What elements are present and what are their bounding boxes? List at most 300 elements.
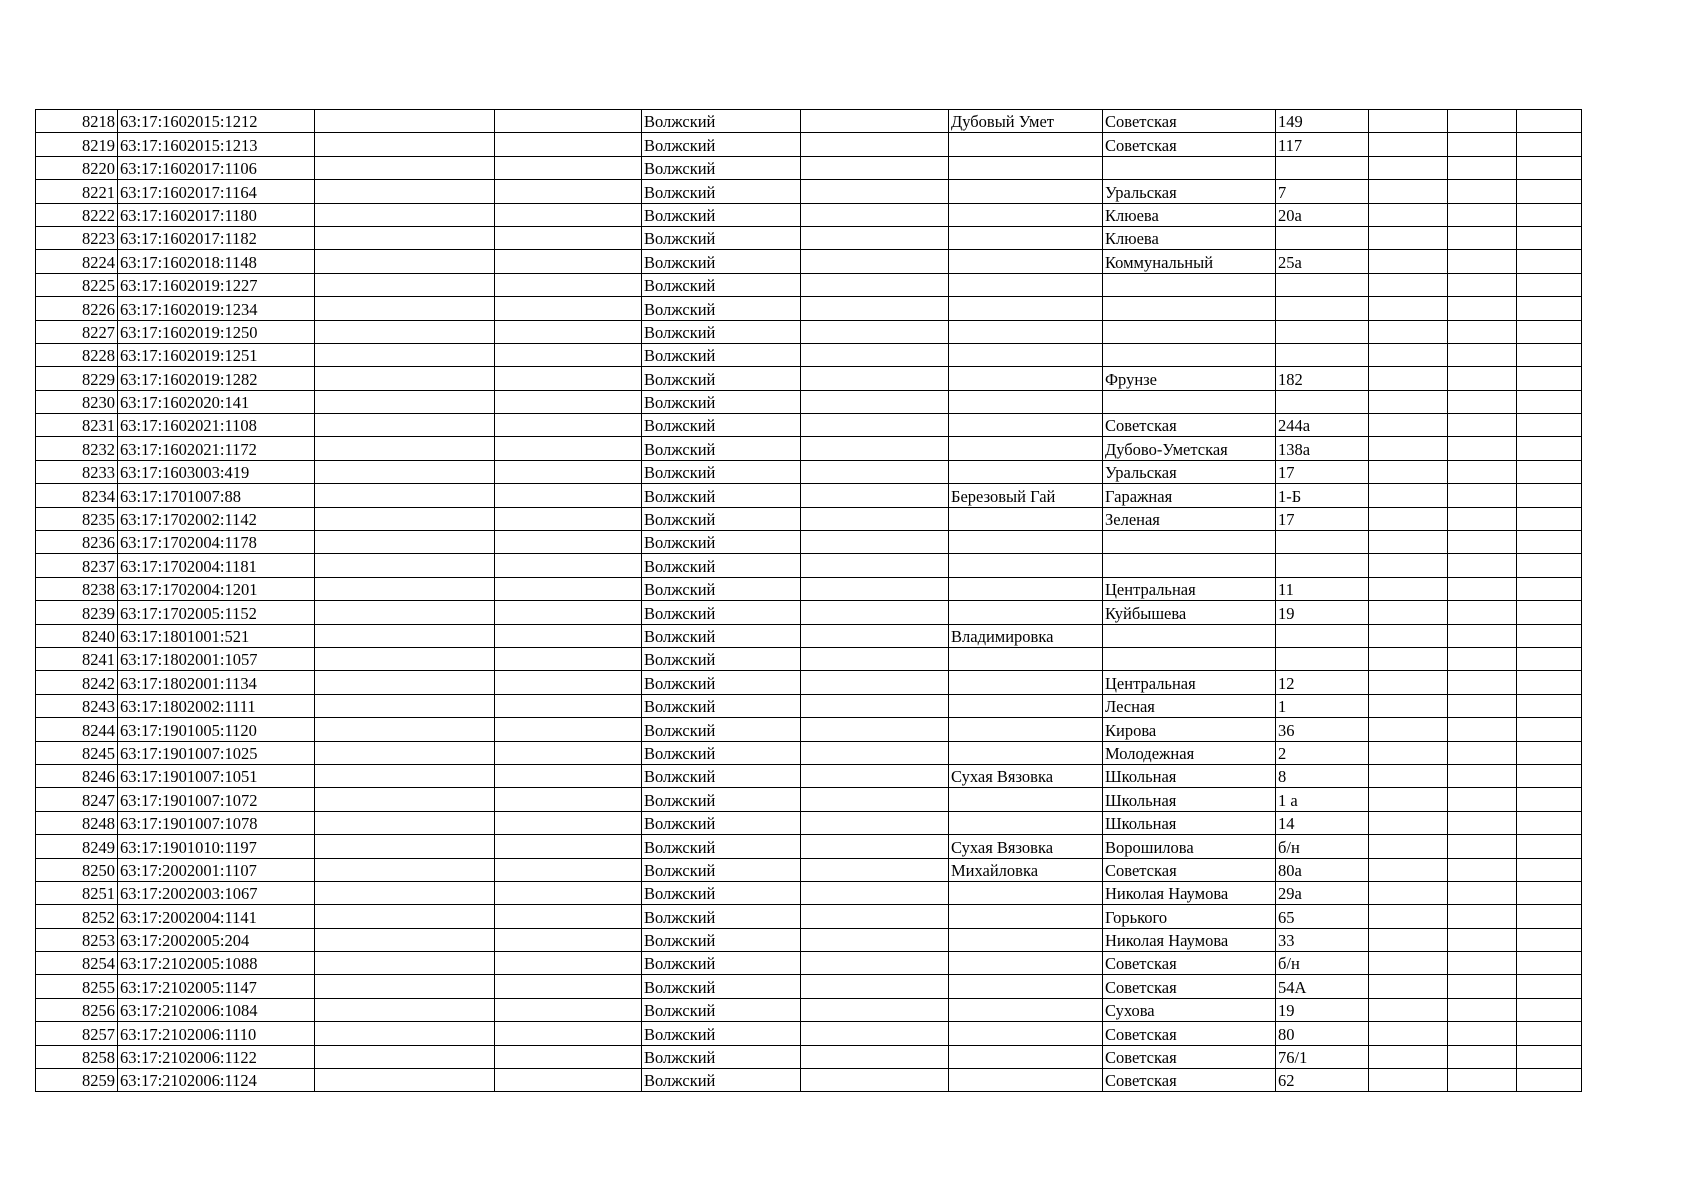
empty-cell-9 — [1369, 297, 1448, 320]
empty-cell-11 — [1517, 741, 1582, 764]
table-row — [36, 764, 1582, 787]
empty-cell-3 — [495, 1045, 642, 1068]
district-cell: Волжский — [642, 905, 801, 928]
house-number-cell: 1 — [1276, 694, 1369, 717]
empty-cell-2 — [315, 1022, 495, 1045]
empty-cell-5 — [801, 226, 949, 249]
empty-cell-3 — [495, 531, 642, 554]
empty-cell-11 — [1517, 156, 1582, 179]
street-cell — [1103, 390, 1276, 413]
street-cell: Центральная — [1103, 671, 1276, 694]
district-cell: Волжский — [642, 718, 801, 741]
empty-cell-11 — [1517, 881, 1582, 904]
empty-cell-2 — [315, 905, 495, 928]
table-body — [36, 110, 1582, 1092]
empty-cell-5 — [801, 718, 949, 741]
street-cell: Молодежная — [1103, 741, 1276, 764]
district-cell: Волжский — [642, 133, 801, 156]
row-number-cell: 8258 — [36, 1045, 118, 1068]
empty-cell-5 — [801, 180, 949, 203]
empty-cell-2 — [315, 531, 495, 554]
house-number-cell — [1276, 554, 1369, 577]
district-cell: Волжский — [642, 952, 801, 975]
cadastral-number-cell: 63:17:1802001:1134 — [118, 671, 315, 694]
house-number-cell — [1276, 320, 1369, 343]
row-number-cell: 8229 — [36, 367, 118, 390]
cadastral-number-cell: 63:17:1702004:1178 — [118, 531, 315, 554]
street-cell: Ворошилова — [1103, 835, 1276, 858]
table-row — [36, 250, 1582, 273]
settlement-cell — [949, 507, 1103, 530]
table-row — [36, 507, 1582, 530]
empty-cell-5 — [801, 390, 949, 413]
empty-cell-3 — [495, 624, 642, 647]
empty-cell-9 — [1369, 133, 1448, 156]
empty-cell-9 — [1369, 343, 1448, 366]
empty-cell-2 — [315, 250, 495, 273]
empty-cell-9 — [1369, 577, 1448, 600]
empty-cell-11 — [1517, 577, 1582, 600]
empty-cell-10 — [1448, 156, 1517, 179]
district-cell: Волжский — [642, 835, 801, 858]
settlement-cell: Михайловка — [949, 858, 1103, 881]
cadastral-number-cell: 63:17:2102005:1147 — [118, 975, 315, 998]
street-cell: Коммунальный — [1103, 250, 1276, 273]
empty-cell-11 — [1517, 835, 1582, 858]
empty-cell-10 — [1448, 788, 1517, 811]
district-cell: Волжский — [642, 881, 801, 904]
empty-cell-11 — [1517, 390, 1582, 413]
empty-cell-10 — [1448, 320, 1517, 343]
empty-cell-9 — [1369, 390, 1448, 413]
empty-cell-3 — [495, 671, 642, 694]
empty-cell-10 — [1448, 952, 1517, 975]
empty-cell-5 — [801, 671, 949, 694]
empty-cell-10 — [1448, 273, 1517, 296]
empty-cell-2 — [315, 858, 495, 881]
cadastral-number-cell: 63:17:1602019:1282 — [118, 367, 315, 390]
cadastral-number-cell: 63:17:1602017:1164 — [118, 180, 315, 203]
empty-cell-5 — [801, 1069, 949, 1092]
cadastral-number-cell: 63:17:1602015:1212 — [118, 110, 315, 133]
district-cell: Волжский — [642, 1045, 801, 1068]
empty-cell-3 — [495, 133, 642, 156]
empty-cell-3 — [495, 414, 642, 437]
empty-cell-5 — [801, 601, 949, 624]
street-cell — [1103, 554, 1276, 577]
settlement-cell — [949, 718, 1103, 741]
empty-cell-5 — [801, 694, 949, 717]
empty-cell-10 — [1448, 998, 1517, 1021]
empty-cell-10 — [1448, 1045, 1517, 1068]
empty-cell-10 — [1448, 297, 1517, 320]
empty-cell-11 — [1517, 1022, 1582, 1045]
street-cell: Фрунзе — [1103, 367, 1276, 390]
cadastral-number-cell: 63:17:1901010:1197 — [118, 835, 315, 858]
empty-cell-3 — [495, 343, 642, 366]
row-number-cell: 8222 — [36, 203, 118, 226]
cadastral-number-cell: 63:17:2102006:1124 — [118, 1069, 315, 1092]
row-number-cell: 8230 — [36, 390, 118, 413]
empty-cell-9 — [1369, 367, 1448, 390]
empty-cell-5 — [801, 788, 949, 811]
empty-cell-10 — [1448, 694, 1517, 717]
empty-cell-9 — [1369, 881, 1448, 904]
street-cell: Клюева — [1103, 226, 1276, 249]
table-row — [36, 110, 1582, 133]
settlement-cell — [949, 437, 1103, 460]
table-row — [36, 928, 1582, 951]
empty-cell-3 — [495, 741, 642, 764]
empty-cell-10 — [1448, 671, 1517, 694]
table-row — [36, 998, 1582, 1021]
row-number-cell: 8238 — [36, 577, 118, 600]
table-row — [36, 367, 1582, 390]
table-row — [36, 624, 1582, 647]
street-cell: Советская — [1103, 975, 1276, 998]
empty-cell-9 — [1369, 647, 1448, 670]
empty-cell-10 — [1448, 484, 1517, 507]
empty-cell-3 — [495, 577, 642, 600]
empty-cell-2 — [315, 437, 495, 460]
district-cell: Волжский — [642, 624, 801, 647]
empty-cell-3 — [495, 858, 642, 881]
house-number-cell: 14 — [1276, 811, 1369, 834]
row-number-cell: 8254 — [36, 952, 118, 975]
empty-cell-2 — [315, 554, 495, 577]
empty-cell-3 — [495, 156, 642, 179]
table-row — [36, 671, 1582, 694]
settlement-cell — [949, 671, 1103, 694]
table-row — [36, 343, 1582, 366]
empty-cell-11 — [1517, 1069, 1582, 1092]
empty-cell-11 — [1517, 414, 1582, 437]
cadastral-number-cell: 63:17:1801001:521 — [118, 624, 315, 647]
empty-cell-2 — [315, 741, 495, 764]
district-cell: Волжский — [642, 226, 801, 249]
row-number-cell: 8244 — [36, 718, 118, 741]
empty-cell-2 — [315, 343, 495, 366]
row-number-cell: 8246 — [36, 764, 118, 787]
street-cell: Клюева — [1103, 203, 1276, 226]
empty-cell-3 — [495, 998, 642, 1021]
empty-cell-5 — [801, 624, 949, 647]
district-cell: Волжский — [642, 975, 801, 998]
table-row — [36, 647, 1582, 670]
house-number-cell: 19 — [1276, 601, 1369, 624]
cadastral-number-cell: 63:17:1701007:88 — [118, 484, 315, 507]
settlement-cell — [949, 156, 1103, 179]
empty-cell-11 — [1517, 928, 1582, 951]
empty-cell-9 — [1369, 437, 1448, 460]
district-cell: Волжский — [642, 484, 801, 507]
table-row — [36, 835, 1582, 858]
street-cell: Уральская — [1103, 180, 1276, 203]
empty-cell-5 — [801, 952, 949, 975]
empty-cell-3 — [495, 390, 642, 413]
empty-cell-9 — [1369, 1045, 1448, 1068]
district-cell: Волжский — [642, 577, 801, 600]
empty-cell-5 — [801, 320, 949, 343]
cadastral-number-cell: 63:17:1901007:1051 — [118, 764, 315, 787]
empty-cell-2 — [315, 881, 495, 904]
empty-cell-9 — [1369, 671, 1448, 694]
settlement-cell — [949, 367, 1103, 390]
table-row — [36, 320, 1582, 343]
district-cell: Волжский — [642, 437, 801, 460]
settlement-cell — [949, 226, 1103, 249]
empty-cell-9 — [1369, 998, 1448, 1021]
empty-cell-5 — [801, 484, 949, 507]
table-row — [36, 694, 1582, 717]
cadastral-number-cell: 63:17:1602017:1180 — [118, 203, 315, 226]
house-number-cell: 149 — [1276, 110, 1369, 133]
street-cell: Лесная — [1103, 694, 1276, 717]
empty-cell-11 — [1517, 110, 1582, 133]
cadastral-number-cell: 63:17:1901007:1078 — [118, 811, 315, 834]
empty-cell-5 — [801, 858, 949, 881]
street-cell — [1103, 297, 1276, 320]
empty-cell-3 — [495, 320, 642, 343]
empty-cell-10 — [1448, 203, 1517, 226]
empty-cell-11 — [1517, 905, 1582, 928]
empty-cell-10 — [1448, 624, 1517, 647]
district-cell: Волжский — [642, 297, 801, 320]
row-number-cell: 8231 — [36, 414, 118, 437]
table-row — [36, 811, 1582, 834]
district-cell: Волжский — [642, 601, 801, 624]
empty-cell-10 — [1448, 460, 1517, 483]
empty-cell-5 — [801, 998, 949, 1021]
house-number-cell — [1276, 156, 1369, 179]
empty-cell-5 — [801, 531, 949, 554]
row-number-cell: 8220 — [36, 156, 118, 179]
house-number-cell: 62 — [1276, 1069, 1369, 1092]
table-row — [36, 881, 1582, 904]
empty-cell-3 — [495, 905, 642, 928]
empty-cell-11 — [1517, 764, 1582, 787]
empty-cell-2 — [315, 764, 495, 787]
table-row — [36, 484, 1582, 507]
empty-cell-2 — [315, 671, 495, 694]
row-number-cell: 8253 — [36, 928, 118, 951]
table-row — [36, 460, 1582, 483]
table-row — [36, 203, 1582, 226]
house-number-cell: 17 — [1276, 507, 1369, 530]
house-number-cell: 1 а — [1276, 788, 1369, 811]
empty-cell-5 — [801, 156, 949, 179]
empty-cell-10 — [1448, 390, 1517, 413]
district-cell: Волжский — [642, 531, 801, 554]
settlement-cell — [949, 250, 1103, 273]
empty-cell-5 — [801, 460, 949, 483]
house-number-cell — [1276, 624, 1369, 647]
empty-cell-10 — [1448, 601, 1517, 624]
empty-cell-5 — [801, 975, 949, 998]
empty-cell-3 — [495, 1069, 642, 1092]
table-row — [36, 601, 1582, 624]
house-number-cell: 80 — [1276, 1022, 1369, 1045]
settlement-cell — [949, 881, 1103, 904]
table-row — [36, 975, 1582, 998]
table-row — [36, 390, 1582, 413]
district-cell: Волжский — [642, 343, 801, 366]
empty-cell-11 — [1517, 273, 1582, 296]
empty-cell-10 — [1448, 250, 1517, 273]
row-number-cell: 8257 — [36, 1022, 118, 1045]
empty-cell-3 — [495, 203, 642, 226]
empty-cell-2 — [315, 647, 495, 670]
empty-cell-9 — [1369, 858, 1448, 881]
row-number-cell: 8242 — [36, 671, 118, 694]
table-row — [36, 577, 1582, 600]
house-number-cell — [1276, 343, 1369, 366]
empty-cell-10 — [1448, 343, 1517, 366]
cadastral-number-cell: 63:17:1602017:1106 — [118, 156, 315, 179]
street-cell — [1103, 343, 1276, 366]
street-cell: Школьная — [1103, 764, 1276, 787]
empty-cell-3 — [495, 647, 642, 670]
house-number-cell: 244а — [1276, 414, 1369, 437]
empty-cell-5 — [801, 647, 949, 670]
empty-cell-11 — [1517, 998, 1582, 1021]
empty-cell-5 — [801, 928, 949, 951]
empty-cell-10 — [1448, 180, 1517, 203]
row-number-cell: 8219 — [36, 133, 118, 156]
row-number-cell: 8239 — [36, 601, 118, 624]
empty-cell-3 — [495, 226, 642, 249]
empty-cell-9 — [1369, 975, 1448, 998]
district-cell: Волжский — [642, 507, 801, 530]
empty-cell-10 — [1448, 1069, 1517, 1092]
empty-cell-3 — [495, 835, 642, 858]
settlement-cell — [949, 741, 1103, 764]
district-cell: Волжский — [642, 1069, 801, 1092]
empty-cell-2 — [315, 414, 495, 437]
table-row — [36, 1045, 1582, 1068]
settlement-cell: Сухая Вязовка — [949, 764, 1103, 787]
cadastral-number-cell: 63:17:1702004:1181 — [118, 554, 315, 577]
empty-cell-11 — [1517, 952, 1582, 975]
empty-cell-9 — [1369, 531, 1448, 554]
empty-cell-11 — [1517, 601, 1582, 624]
row-number-cell: 8251 — [36, 881, 118, 904]
empty-cell-9 — [1369, 250, 1448, 273]
settlement-cell — [949, 811, 1103, 834]
empty-cell-11 — [1517, 788, 1582, 811]
row-number-cell: 8259 — [36, 1069, 118, 1092]
empty-cell-2 — [315, 1045, 495, 1068]
settlement-cell: Дубовый Умет — [949, 110, 1103, 133]
house-number-cell: 33 — [1276, 928, 1369, 951]
street-cell — [1103, 531, 1276, 554]
house-number-cell — [1276, 297, 1369, 320]
empty-cell-10 — [1448, 975, 1517, 998]
house-number-cell: 36 — [1276, 718, 1369, 741]
cadastral-number-cell: 63:17:1602017:1182 — [118, 226, 315, 249]
house-number-cell: 8 — [1276, 764, 1369, 787]
cadastral-number-cell: 63:17:1603003:419 — [118, 460, 315, 483]
settlement-cell — [949, 554, 1103, 577]
empty-cell-5 — [801, 203, 949, 226]
empty-cell-9 — [1369, 811, 1448, 834]
table-row — [36, 156, 1582, 179]
empty-cell-10 — [1448, 718, 1517, 741]
empty-cell-10 — [1448, 858, 1517, 881]
empty-cell-10 — [1448, 226, 1517, 249]
empty-cell-3 — [495, 694, 642, 717]
empty-cell-11 — [1517, 975, 1582, 998]
settlement-cell — [949, 975, 1103, 998]
empty-cell-3 — [495, 952, 642, 975]
table-row — [36, 741, 1582, 764]
empty-cell-2 — [315, 998, 495, 1021]
empty-cell-9 — [1369, 226, 1448, 249]
empty-cell-5 — [801, 577, 949, 600]
house-number-cell: 182 — [1276, 367, 1369, 390]
empty-cell-11 — [1517, 647, 1582, 670]
empty-cell-5 — [801, 414, 949, 437]
district-cell: Волжский — [642, 811, 801, 834]
row-number-cell: 8226 — [36, 297, 118, 320]
cadastral-number-cell: 63:17:1901007:1025 — [118, 741, 315, 764]
district-cell: Волжский — [642, 998, 801, 1021]
row-number-cell: 8236 — [36, 531, 118, 554]
table-row — [36, 226, 1582, 249]
empty-cell-3 — [495, 507, 642, 530]
street-cell: Советская — [1103, 858, 1276, 881]
empty-cell-9 — [1369, 320, 1448, 343]
empty-cell-2 — [315, 952, 495, 975]
empty-cell-3 — [495, 718, 642, 741]
street-cell: Советская — [1103, 414, 1276, 437]
house-number-cell: 29а — [1276, 881, 1369, 904]
empty-cell-2 — [315, 390, 495, 413]
street-cell: Центральная — [1103, 577, 1276, 600]
row-number-cell: 8227 — [36, 320, 118, 343]
house-number-cell — [1276, 390, 1369, 413]
empty-cell-2 — [315, 273, 495, 296]
empty-cell-10 — [1448, 905, 1517, 928]
empty-cell-11 — [1517, 1045, 1582, 1068]
cadastral-number-cell: 63:17:1602021:1108 — [118, 414, 315, 437]
house-number-cell: 17 — [1276, 460, 1369, 483]
house-number-cell: 80а — [1276, 858, 1369, 881]
district-cell: Волжский — [642, 788, 801, 811]
empty-cell-2 — [315, 203, 495, 226]
row-number-cell: 8243 — [36, 694, 118, 717]
house-number-cell: 76/1 — [1276, 1045, 1369, 1068]
house-number-cell: 20а — [1276, 203, 1369, 226]
empty-cell-2 — [315, 226, 495, 249]
empty-cell-10 — [1448, 554, 1517, 577]
empty-cell-11 — [1517, 811, 1582, 834]
house-number-cell: 25а — [1276, 250, 1369, 273]
district-cell: Волжский — [642, 320, 801, 343]
row-number-cell: 8247 — [36, 788, 118, 811]
row-number-cell: 8237 — [36, 554, 118, 577]
empty-cell-5 — [801, 110, 949, 133]
empty-cell-3 — [495, 1022, 642, 1045]
empty-cell-9 — [1369, 203, 1448, 226]
settlement-cell — [949, 1069, 1103, 1092]
settlement-cell — [949, 343, 1103, 366]
empty-cell-11 — [1517, 180, 1582, 203]
cadastral-number-cell: 63:17:1602019:1250 — [118, 320, 315, 343]
house-number-cell: 65 — [1276, 905, 1369, 928]
cadastral-number-cell: 63:17:1901005:1120 — [118, 718, 315, 741]
settlement-cell — [949, 203, 1103, 226]
